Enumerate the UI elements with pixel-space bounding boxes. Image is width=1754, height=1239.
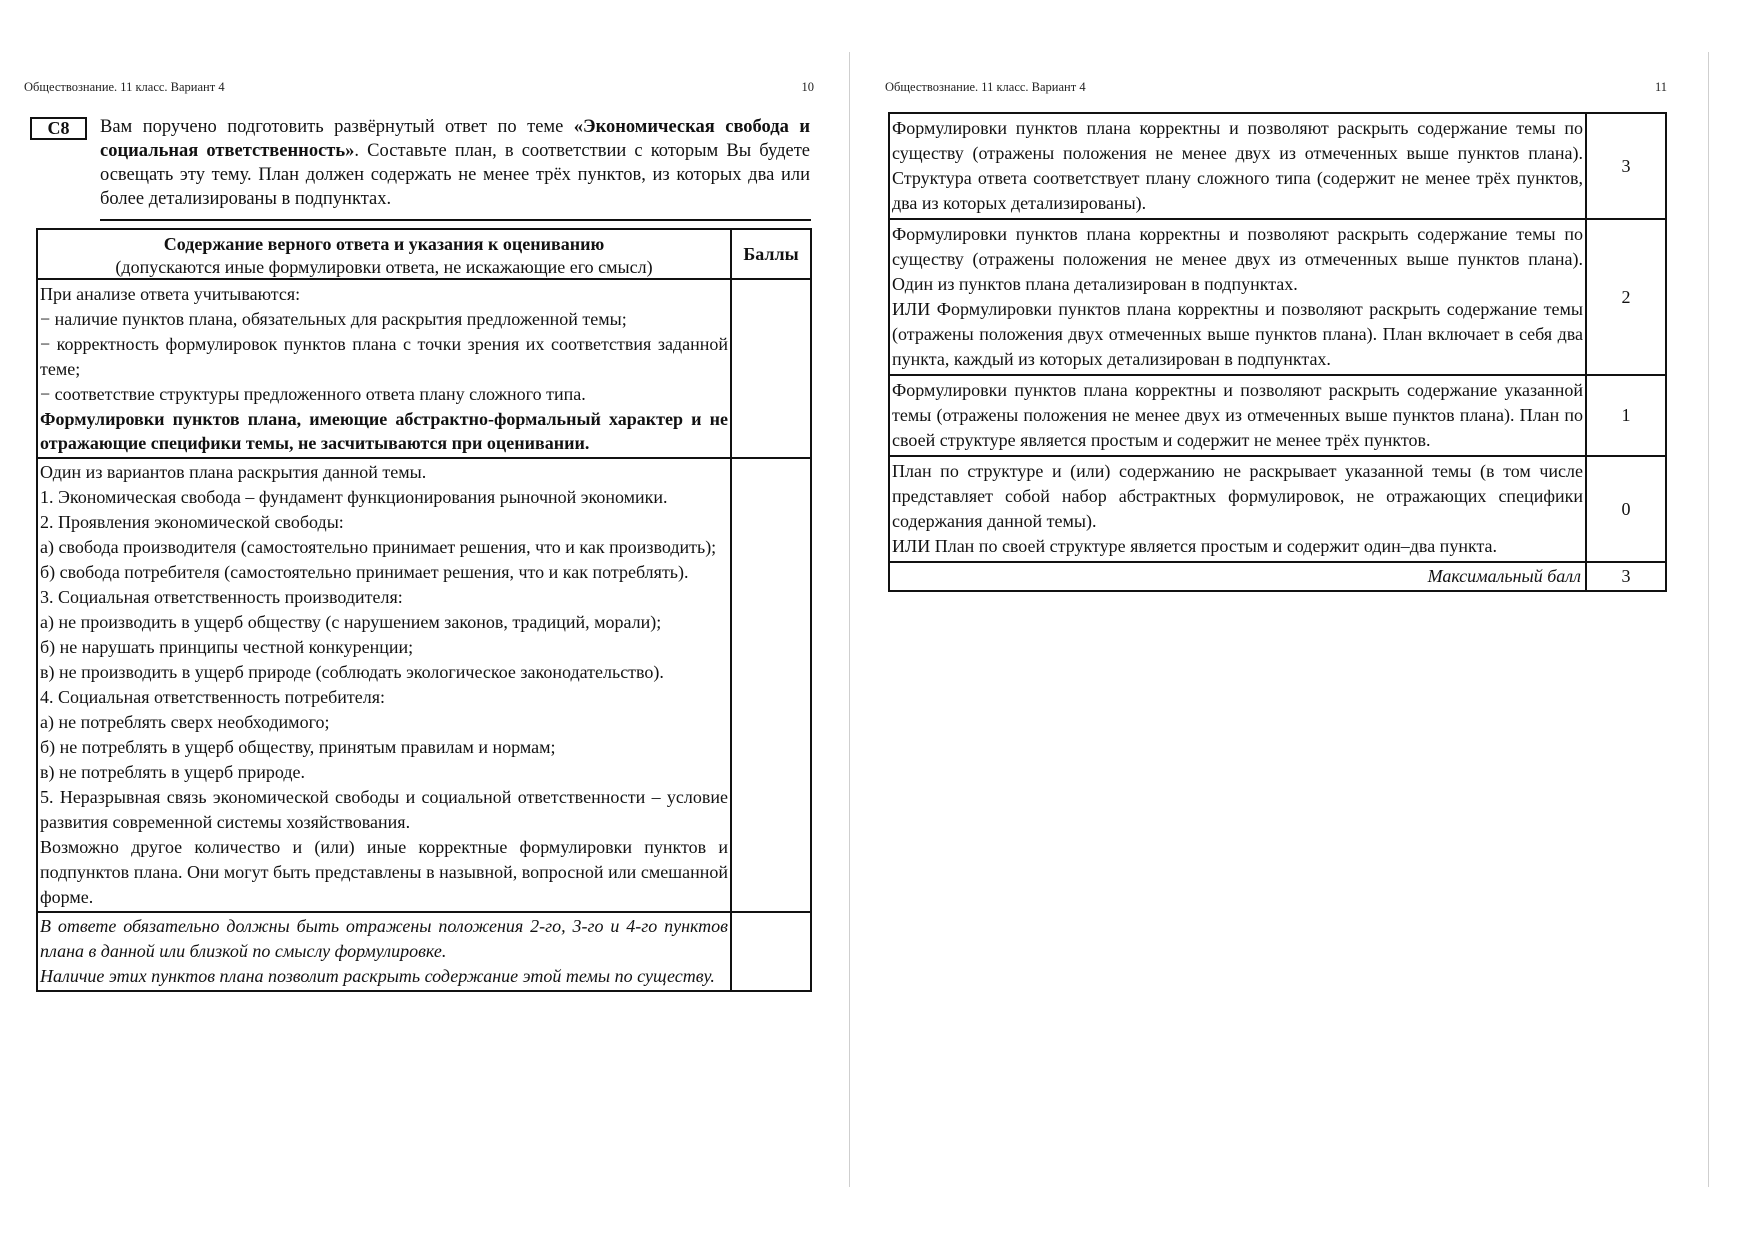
scoring-description (889, 456, 1586, 562)
plan-row (37, 458, 811, 912)
note-line: В ответе обязательно должны быть отражены положения 2-го, 3-го и 4-го пунктов плана в данной или близкой по смыслу формулировке. (40, 916, 728, 961)
task-topic: «Экономическая свобода и социальная ответственность» (100, 117, 810, 161)
scoring-paragraph: Формулировки пунктов плана корректны и позволяют раскрыть содержание темы по существу (отражены положения не менее двух из отмеченных выше пунктов плана). Один из пунктов плана детализирован в подпунктах. (892, 224, 1583, 294)
scoring-description (889, 113, 1586, 219)
plan-line: в) не потреблять в ущерб природе. (40, 762, 306, 782)
notes-row (37, 912, 811, 991)
plan-line: в) не производить в ущерб природе (соблюдать экологическое законодательство). (40, 662, 664, 682)
max-score-row (889, 562, 1666, 591)
scoring-paragraph: Формулировки пунктов плана корректны и позволяют раскрыть содержание указанной темы (отражены положения не менее двух из отмеченных выше пунктов плана). План по своей структуре является простым и содержит не менее трёх пунктов. (892, 380, 1583, 450)
header-title: Обществознание. 11 класс. Вариант 4 (24, 80, 225, 94)
score-cell-empty (731, 279, 811, 458)
scoring-description (889, 219, 1586, 375)
plan-line: а) не производить в ущерб обществу (с нарушением законов, традиций, морали); (40, 612, 662, 632)
header-title: Обществознание. 11 класс. Вариант 4 (885, 80, 1086, 94)
scoring-row (889, 219, 1666, 375)
criteria-row (37, 279, 811, 458)
plan-line: б) не потреблять в ущерб обществу, принятым правилам и нормам; (40, 737, 556, 757)
plan-cell (37, 458, 731, 912)
criteria-warning: Формулировки пунктов плана, имеющие абстрактно-формальный характер и не отражающие специфики темы, не засчитываются при оценивании. (40, 409, 728, 453)
task-intro-suffix: . Составьте план, в соответствии с которым Вы будете освещать эту тему. План должен содержать не менее трёх пунктов, из которых два или более детализированы в подпунктах. (100, 141, 810, 209)
task-divider (100, 219, 811, 221)
max-score-value: 3 (1586, 562, 1666, 591)
table-header-row (37, 229, 811, 279)
scoring-value: 2 (1586, 219, 1666, 375)
notes-cell (37, 912, 731, 991)
page-header (24, 80, 814, 95)
plan-line: а) свобода производителя (самостоятельно принимает решения, что и как производить); (40, 537, 717, 557)
scoring-paragraph: ИЛИ План по своей структуре является простым и содержит один–два пункта. (892, 536, 1498, 556)
scoring-description (889, 375, 1586, 456)
scoring-row (889, 375, 1666, 456)
criteria-line: − наличие пунктов плана, обязательных для раскрытия предложенной темы; (40, 309, 627, 329)
scoring-paragraph: План по структуре и (или) содержанию не раскрывает указанной темы (в том числе представляет собой набор абстрактных формулировок, не отражающих специфики содержания данной темы). (892, 461, 1583, 531)
criteria-line: − соответствие структуры предложенного ответа плану сложного типа. (40, 384, 586, 404)
plan-line: а) не потреблять сверх необходимого; (40, 712, 330, 732)
page-edge (1708, 52, 1709, 1187)
scoring-value: 3 (1586, 113, 1666, 219)
answer-key-table (36, 228, 812, 992)
plan-line: 4. Социальная ответственность потребителя: (40, 687, 386, 707)
scoring-row (889, 113, 1666, 219)
page-number: 11 (1654, 80, 1667, 94)
content-header-cell (37, 229, 731, 279)
scoring-value: 0 (1586, 456, 1666, 562)
plan-line: б) не нарушать принципы честной конкуренции; (40, 637, 414, 657)
criteria-cell (37, 279, 731, 458)
scoring-table (888, 112, 1667, 592)
plan-line: 3. Социальная ответственность производителя: (40, 587, 403, 607)
note-line: Наличие этих пунктов плана позволит раскрыть содержание этой темы по существу. (40, 966, 715, 986)
page-number: 10 (801, 80, 814, 94)
plan-line: Возможно другое количество и (или) иные корректные формулировки пунктов и подпунктов плана. Они могут быть представлены в назывной, вопросной или смешанной форме. (40, 837, 728, 907)
max-score-label: Максимальный балл (889, 562, 1586, 591)
score-cell-empty (731, 912, 811, 991)
plan-line: Один из вариантов плана раскрытия данной темы. (40, 462, 427, 482)
score-header-cell: Баллы (731, 229, 811, 279)
criteria-line: − корректность формулировок пунктов плана с точки зрения их соответствия заданной теме; (40, 334, 728, 379)
criteria-line: При анализе ответа учитываются: (40, 284, 301, 304)
scoring-row (889, 456, 1666, 562)
plan-line: б) свобода потребителя (самостоятельно принимает решения, что и как потреблять). (40, 562, 689, 582)
task-code-badge: C8 (30, 117, 87, 140)
scoring-paragraph: Формулировки пунктов плана корректны и позволяют раскрыть содержание темы по существу (отражены положения не менее двух из отмеченных выше пунктов плана). Структура ответа соответствует плану сложного типа (содержит не менее трёх пунктов, два из которых детализированы). (892, 118, 1583, 213)
page-left (0, 0, 850, 1239)
page-header (885, 80, 1667, 95)
scoring-paragraph: ИЛИ Формулировки пунктов плана корректны и позволяют раскрыть содержание темы (отражены положения двух отмеченных выше пунктов плана). План включает в себя два пункта, каждый из которых детализирован в подпунктах. (892, 299, 1583, 369)
plan-line: 5. Неразрывная связь экономической свободы и социальной ответственности – условие развития современной системы хозяйствования. (40, 787, 728, 832)
table-header-subtitle: (допускаются иные формулировки ответа, не искажающие его смысл) (115, 257, 653, 277)
task-intro-prefix: Вам поручено подготовить развёрнутый ответ по теме (100, 117, 574, 137)
scoring-value: 1 (1586, 375, 1666, 456)
plan-line: 2. Проявления экономической свободы: (40, 512, 344, 532)
task-statement (100, 115, 810, 211)
table-header-title: Содержание верного ответа и указания к оцениванию (163, 234, 605, 254)
score-cell-empty (731, 458, 811, 912)
plan-line: 1. Экономическая свобода – фундамент функционирования рыночной экономики. (40, 487, 668, 507)
